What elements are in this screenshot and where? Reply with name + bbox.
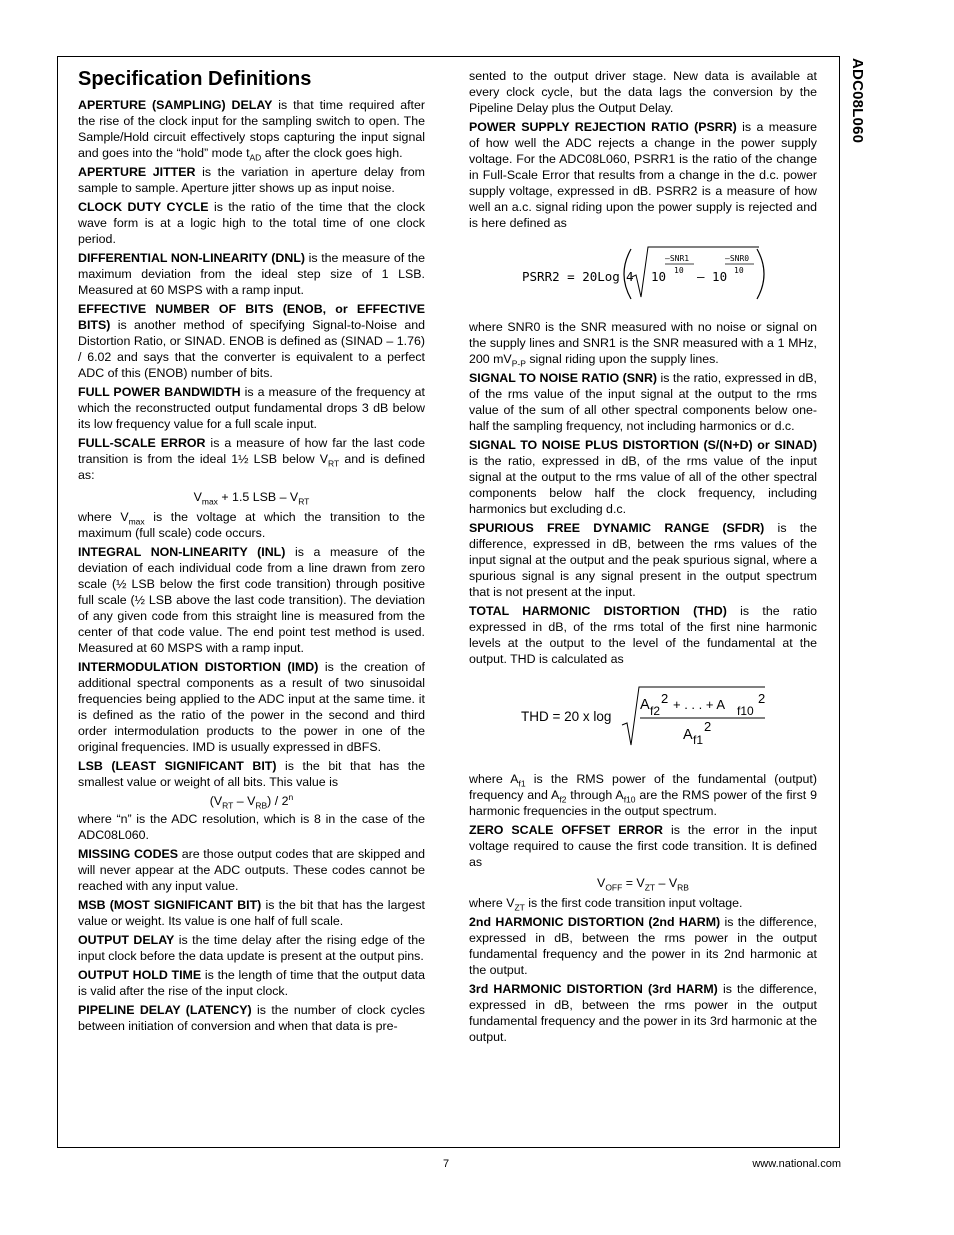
definition-3rd-harmonic: 3rd HARMONIC DISTORTION (3rd HARM) is the difference, expressed in dB, between the rms power in the output fundamental frequency and the power in its 3rd harmonic at the output. [469,982,817,1044]
thd-den-sup: 2 [704,719,712,734]
definition-dnl: DIFFERENTIAL NON-LINEARITY (DNL) is the measure of the maximum deviation from the ideal step size of 1 LSB. Measured at 60 MSPS with a ramp input. [78,251,425,297]
term: MISSING CODES [78,847,179,861]
term: PIPELINE DELAY (LATENCY) [78,1003,252,1017]
psrr-exp1-num: –SNR1 [665,254,690,263]
psrr-lhs: PSRR2 = 20Log [522,269,620,284]
lsb-where: where “n” is the ADC resolution, which is 8 in the case of the ADC08L060. [78,812,425,842]
thd-lhs: THD = 20 x log [521,709,612,724]
zero-scale-offset-formula: $V_{OFF} = V_{ZT} - V_{RB}$ [597,876,689,893]
term: MSB (MOST SIGNIFICANT BIT) [78,898,262,912]
term: POWER SUPPLY REJECTION RATIO (PSRR) [469,120,737,134]
left-column [78,66,425,1037]
definition-aperture-jitter: APERTURE JITTER is the variation in aperture delay from sample to sample. Aperture jitter shows up as input noise. [78,165,426,195]
psrr-equation-graphic [469,239,817,309]
thd-num-sup1: 2 [661,691,669,706]
thd-num-sup2: 2 [758,691,766,706]
term: SPURIOUS FREE DYNAMIC RANGE (SFDR) [469,521,765,535]
psrr-exp2-den: 10 [734,266,744,275]
definition-enob: EFFECTIVE NUMBER OF BITS (ENOB, or EFFECTIVE BITS) is another method of specifying Signal-to-Noise and Distortion Ratio, or SINAD. ENOB is defined as (SINAD – 1.76) / 6.02 and says that the converter is equivalent to a perfect ADC of this (ENOB) number of bits. [78,302,425,380]
definition-pipeline-delay: PIPELINE DELAY (LATENCY) is the number of clock cycles between initiation of conversion and when that data is pre- [78,1003,425,1033]
term: 2nd HARMONIC DISTORTION (2nd HARM) [469,915,721,929]
full-scale-error-where: where $V_{max}$ is the voltage at which the transition to the maximum (full scale) code occurs. [78,510,425,540]
definition-clock-duty-cycle: CLOCK DUTY CYCLE is the ratio of the time that the clock wave form is at a logic high to the total time of one clock period. [78,200,425,246]
thd-equation-graphic [469,681,817,749]
side-title [844,58,868,158]
psrr-minus-ten: – 10 [697,269,728,284]
term: INTEGRAL NON-LINEARITY (INL) [78,545,286,559]
term: INTERMODULATION DISTORTION (IMD) [78,660,319,674]
definition-msb: MSB (MOST SIGNIFICANT BIT) is the bit that has the largest value or weight. Its value is one half of full scale. [78,898,425,928]
definition-output-hold-time: OUTPUT HOLD TIME is the length of time that the output data is valid after the rise of the input clock. [78,968,425,998]
lsb-formula: $(V_{RT} - V_{RB}) / 2^n$ [209,791,294,811]
page-number: 7 [443,1158,450,1170]
thd-den-a: A [683,727,693,743]
psrr-exp2-num: –SNR0 [725,254,750,263]
term: CLOCK DUTY CYCLE [78,200,209,214]
term: 3rd HARMONIC DISTORTION (3rd HARM) [469,982,718,996]
definition-2nd-harmonic: 2nd HARMONIC DISTORTION (2nd HARM) is the difference, expressed in dB, between the rms power in the output fundamental frequency and the power in its 2nd harmonic at the output. [469,915,817,977]
term: LSB (LEAST SIGNIFICANT BIT) [78,759,277,773]
term: APERTURE JITTER [78,165,196,179]
thd-equation [469,681,817,749]
part-number: ADC08L060 [849,58,866,144]
definition-zero-scale-offset: ZERO SCALE OFFSET ERROR is the error in the input voltage required to cause the first code transition. It is defined as [469,823,817,869]
definition-full-scale-error: FULL-SCALE ERROR is a measure of how far the last code transition is from the ideal 1½ LSB below $V_{RT}$ and is defined as: [78,436,425,482]
definition-missing-codes: MISSING CODES are those output codes that are skipped and will never appear at the ADC outputs. These codes cannot be reached with any input value. [78,847,425,893]
term: TOTAL HARMONIC DISTORTION (THD) [469,604,727,618]
term: OUTPUT DELAY [78,933,175,947]
psrr-where: where SNR0 is the SNR measured with no noise or signal on the supply lines and SNR1 is the SNR measured with a 1 MHz, 200 $mV_{P-P}$ signal riding upon the supply lines. [469,320,817,369]
definition-full-power-bandwidth: FULL POWER BANDWIDTH is a measure of the frequency at which the reconstructed output fundamental drops 3 dB below its low frequency value for a full scale input. [78,385,425,431]
footer-url[interactable]: www.national.com [752,1158,841,1170]
thd-num-b-sub: f10 [737,704,754,718]
definition-output-delay: OUTPUT DELAY is the time delay after the rising edge of the input clock before the data update is present at the output pins. [78,933,425,963]
thd-num-mid: + . . . + A [673,697,726,712]
term: FULL POWER BANDWIDTH [78,385,241,399]
full-scale-error-formula: $V_{max} + 1.5$ LSB – $V_{RT}$ [193,490,310,507]
term: SIGNAL TO NOISE PLUS DISTORTION (S/(N+D) or SINAD) [469,438,817,452]
term: FULL-SCALE ERROR [78,436,206,450]
right-column [469,68,817,1048]
definition-thd: TOTAL HARMONIC DISTORTION (THD) is the ratio expressed in dB, of the rms total of the first nine harmonic levels at the output to the level of the fundamental at the output. THD is calculated as [469,604,817,666]
definition-sfdr: SPURIOUS FREE DYNAMIC RANGE (SFDR) is the difference, expressed in dB, between the rms values of the input signal at the output and the peak spurious signal, where a spurious signal is any signal present in the output spectrum that is not present at the input. [469,521,817,599]
psrr-equation [469,239,817,309]
pipeline-delay-continued: sented to the output driver stage. New data is available at every clock cycle, but the data lags the conversion by the Pipeline Delay plus the Output Delay. [469,69,817,115]
thd-den-sub: f1 [693,733,704,747]
term: APERTURE (SAMPLING) DELAY [78,98,273,112]
term: EFFECTIVE NUMBER OF BITS (ENOB, or EFFECTIVE BITS) [78,302,425,332]
psrr-root-index: 4 [626,269,634,284]
zero-scale-offset-where: where $V_{ZT}$ is the first code transition input voltage. [469,896,743,913]
term: OUTPUT HOLD TIME [78,968,202,982]
definition-snr: SIGNAL TO NOISE RATIO (SNR) is the ratio, expressed in dB, of the rms value of the input signal at the output to the rms value of the sum of all other spectral components below one-half the sampling frequency, not including harmonics or d.c. [469,371,817,433]
thd-num-a: A [640,697,650,713]
definition-imd: INTERMODULATION DISTORTION (IMD) is the creation of additional spectral components as a result of two sinusoidal frequencies being applied to the ADC input at the same time. it is defined as the ratio of the power in the second and third order intermodulation products to the power in one of the original frequencies. IMD is usually expressed in dBFS. [78,660,425,754]
thd-where: where $A_{f1}$ is the RMS power of the fundamental (output) frequency and $A_{f2}$ through $A_{f10}$ are the RMS power of the first 9 harmonic frequencies in the output spectrum. [469,772,817,818]
psrr-exp1-den: 10 [674,266,684,275]
section-title: Specification Definitions [78,68,312,90]
term: SIGNAL TO NOISE RATIO (SNR) [469,371,658,385]
thd-num-a-sub: f2 [650,704,661,718]
definition-inl: INTEGRAL NON-LINEARITY (INL) is a measure of the deviation of each individual code from a line drawn from zero scale (½ LSB below the first code transition) through positive full scale (½ LSB above the last code transition). The deviation of any given code from this straight line is measured from the center of that code value. The end point test method is used. Measured at 60 MSPS with a ramp input. [78,545,425,655]
definition-sinad: SIGNAL TO NOISE PLUS DISTORTION (S/(N+D) or SINAD) is the ratio, expressed in dB, of the rms value of the input signal at the output to the rms value of all of the other spectral components below half the clock frequency, including harmonics but excluding d.c. [469,438,817,516]
right-paren [757,249,764,299]
psrr-ten-1: 10 [651,269,667,284]
definition-psrr: POWER SUPPLY REJECTION RATIO (PSRR) is a measure of how well the ADC rejects a change in the power supply voltage. For the ADC08L060, PSRR1 is the ratio of the change in Full-Scale Error that results from a change in the d.c. power supply voltage, expressed in dB. PSRR2 is a measure of how well an a.c. signal riding upon the power supply is rejected and is here defined as [469,120,818,230]
definition-lsb: LSB (LEAST SIGNIFICANT BIT) is the bit that has the smallest value or weight of all bits. This value is [78,759,425,789]
term: ZERO SCALE OFFSET ERROR [469,823,663,837]
term: DIFFERENTIAL NON-LINEARITY (DNL) [78,251,306,265]
definition-aperture-delay: APERTURE (SAMPLING) DELAY is that time required after the rise of the clock input for the sampling switch to open. The Sample/Hold circuit effectively stops capturing the input signal and goes into the “hold” mode $t_{AD}$ after the clock goes high. [78,98,425,163]
